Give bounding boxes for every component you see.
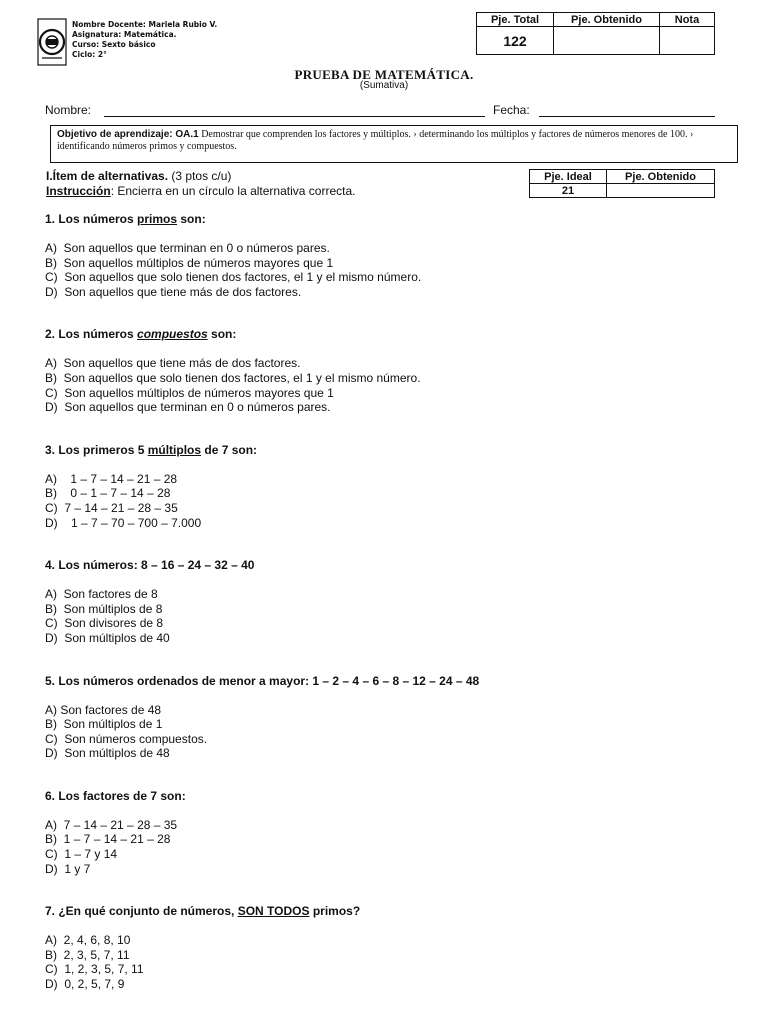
question-text: 5. Los números ordenados de menor a mayor: 1 – 2 – 4 – 6 – 8 – 12 – 24 – 48 (45, 673, 480, 688)
question-text: 3. Los primeros 5 (45, 442, 148, 457)
learning-objective (50, 125, 738, 163)
answer-option[interactable]: C) 7 – 14 – 21 – 28 – 35 (45, 500, 178, 515)
answer-option[interactable]: A) Son aquellos que terminan en 0 o números pares. (45, 241, 330, 255)
answer-option[interactable]: C) Son aquellos que solo tienen dos factores, el 1 y el mismo número. (45, 270, 422, 285)
question-list (45, 212, 735, 992)
date-label: Fecha: (493, 103, 530, 117)
question-title (45, 674, 735, 689)
question-text: primos? (309, 904, 361, 919)
question-title (45, 327, 735, 342)
options-list (45, 703, 735, 761)
section-obtained-field[interactable] (607, 184, 715, 198)
options-list (45, 241, 735, 299)
course: Curso: Sexto básico (72, 40, 156, 49)
cycle: Ciclo: 2° (72, 50, 107, 59)
answer-option[interactable]: B) Son múltiplos de 8 (45, 601, 163, 616)
section-obtained-header: Pje. Obtenido (607, 170, 715, 184)
date-field[interactable] (539, 116, 715, 117)
question-title (45, 212, 735, 227)
question-text: son: (207, 327, 237, 342)
question-text: 4. Los números: 8 – 16 – 24 – 32 – 40 (45, 558, 255, 573)
answer-option[interactable]: B) 0 – 1 – 7 – 14 – 28 (45, 486, 171, 501)
question-1 (45, 212, 735, 299)
options-list (45, 818, 735, 876)
answer-option[interactable]: B) 2, 3, 5, 7, 11 (45, 947, 130, 962)
answer-option[interactable]: B) Son múltiplos de 1 (45, 717, 163, 732)
question-3 (45, 443, 735, 530)
section-points: (3 ptos c/u) (168, 169, 232, 183)
answer-option[interactable]: A) 7 – 14 – 21 – 28 – 35 (45, 817, 178, 832)
answer-option[interactable]: C) Son números compuestos. (45, 731, 208, 746)
grade-field[interactable] (660, 27, 715, 55)
name-field[interactable] (104, 116, 485, 117)
total-score-value: 122 (477, 27, 554, 55)
question-keyword: SON TODOS (237, 904, 310, 919)
question-text: 2. Los números (45, 327, 138, 342)
question-7 (45, 904, 735, 991)
total-score-table (476, 12, 715, 55)
name-label: Nombre: (45, 103, 92, 117)
options-list (45, 933, 735, 991)
objective-label: Objetivo de aprendizaje: OA.1 (57, 129, 199, 140)
answer-option[interactable]: B) 1 – 7 – 14 – 21 – 28 (45, 832, 171, 847)
page-subtitle: (Sumativa) (359, 80, 409, 91)
question-title (45, 789, 735, 804)
teacher-name: Nombre Docente: Mariela Rubio V. (72, 20, 218, 29)
answer-option[interactable]: D) 1 – 7 – 70 – 700 – 7.000 (45, 515, 202, 530)
answer-option[interactable]: A) 1 – 7 – 14 – 21 – 28 (45, 471, 178, 486)
answer-option[interactable]: B) Son aquellos que solo tienen dos factores, el 1 y el mismo número. (45, 370, 421, 385)
question-keyword: primos (137, 212, 178, 226)
answer-option[interactable]: D) Son múltiplos de 48 (45, 746, 170, 761)
answer-option[interactable]: B) Son aquellos múltiplos de números mayores que 1 (45, 255, 334, 270)
section-header (46, 169, 355, 199)
instruction-label: Instrucción (46, 184, 111, 198)
ideal-score-header: Pje. Ideal (530, 170, 607, 184)
answer-option[interactable]: C) Son aquellos múltiplos de números mayores que 1 (45, 385, 334, 400)
objective-text: Demostrar que comprenden los factores y múltiplos. › determinando los múltiplos y factores de números menores de 100. › identificando números primos y compuestos. (57, 129, 694, 152)
options-list (45, 472, 735, 530)
section-title: I.Ítem de alternativas. (46, 169, 169, 183)
total-score-header: Pje. Total (477, 13, 554, 27)
answer-option[interactable]: A) Son factores de 8 (45, 587, 158, 602)
question-keyword: compuestos (137, 327, 208, 342)
answer-option[interactable]: D) Son múltiplos de 40 (45, 630, 170, 645)
question-title (45, 558, 735, 573)
answer-option[interactable]: A) Son factores de 48 (45, 702, 162, 717)
answer-option[interactable]: D) 1 y 7 (45, 861, 91, 876)
question-text: 6. Los factores de 7 son: (45, 788, 186, 803)
answer-option[interactable]: D) 0, 2, 5, 7, 9 (45, 977, 125, 992)
instruction-text: : Encierra en un círculo la alternativa correcta. (110, 184, 356, 198)
school-logo (37, 18, 67, 66)
answer-option[interactable]: C) Son divisores de 8 (45, 616, 164, 631)
answer-option[interactable]: A) 2, 4, 6, 8, 10 (45, 933, 131, 948)
question-title (45, 904, 735, 919)
answer-option[interactable]: C) 1, 2, 3, 5, 7, 11 (45, 962, 144, 977)
answer-option[interactable]: C) 1 – 7 y 14 (45, 847, 118, 862)
answer-option[interactable]: D) Son aquellos que terminan en 0 o números pares. (45, 400, 331, 415)
question-4 (45, 558, 735, 645)
header-info (72, 20, 217, 60)
subject: Asignatura: Matemática. (72, 30, 177, 39)
question-6 (45, 789, 735, 876)
question-2 (45, 327, 735, 414)
question-keyword: múltiplos (147, 442, 202, 457)
ideal-score-value: 21 (530, 184, 607, 198)
options-list (45, 587, 735, 645)
grade-header: Nota (660, 13, 715, 27)
question-5 (45, 674, 735, 761)
page-title: PRUEBA DE MATEMÁTICA. (294, 67, 474, 82)
obtained-score-header: Pje. Obtenido (554, 13, 660, 27)
answer-option[interactable]: D) Son aquellos que tiene más de dos factores. (45, 284, 302, 299)
section-score-table (529, 169, 715, 198)
answer-option[interactable]: A) Son aquellos que tiene más de dos factores. (45, 356, 301, 371)
options-list (45, 356, 735, 414)
obtained-score-field[interactable] (554, 27, 660, 55)
question-text: 1. Los números (45, 212, 138, 226)
question-text: de 7 son: (201, 442, 258, 457)
question-text: 7. ¿En qué conjunto de números, (45, 904, 238, 919)
question-title (45, 443, 735, 458)
question-text: son: (177, 212, 206, 226)
